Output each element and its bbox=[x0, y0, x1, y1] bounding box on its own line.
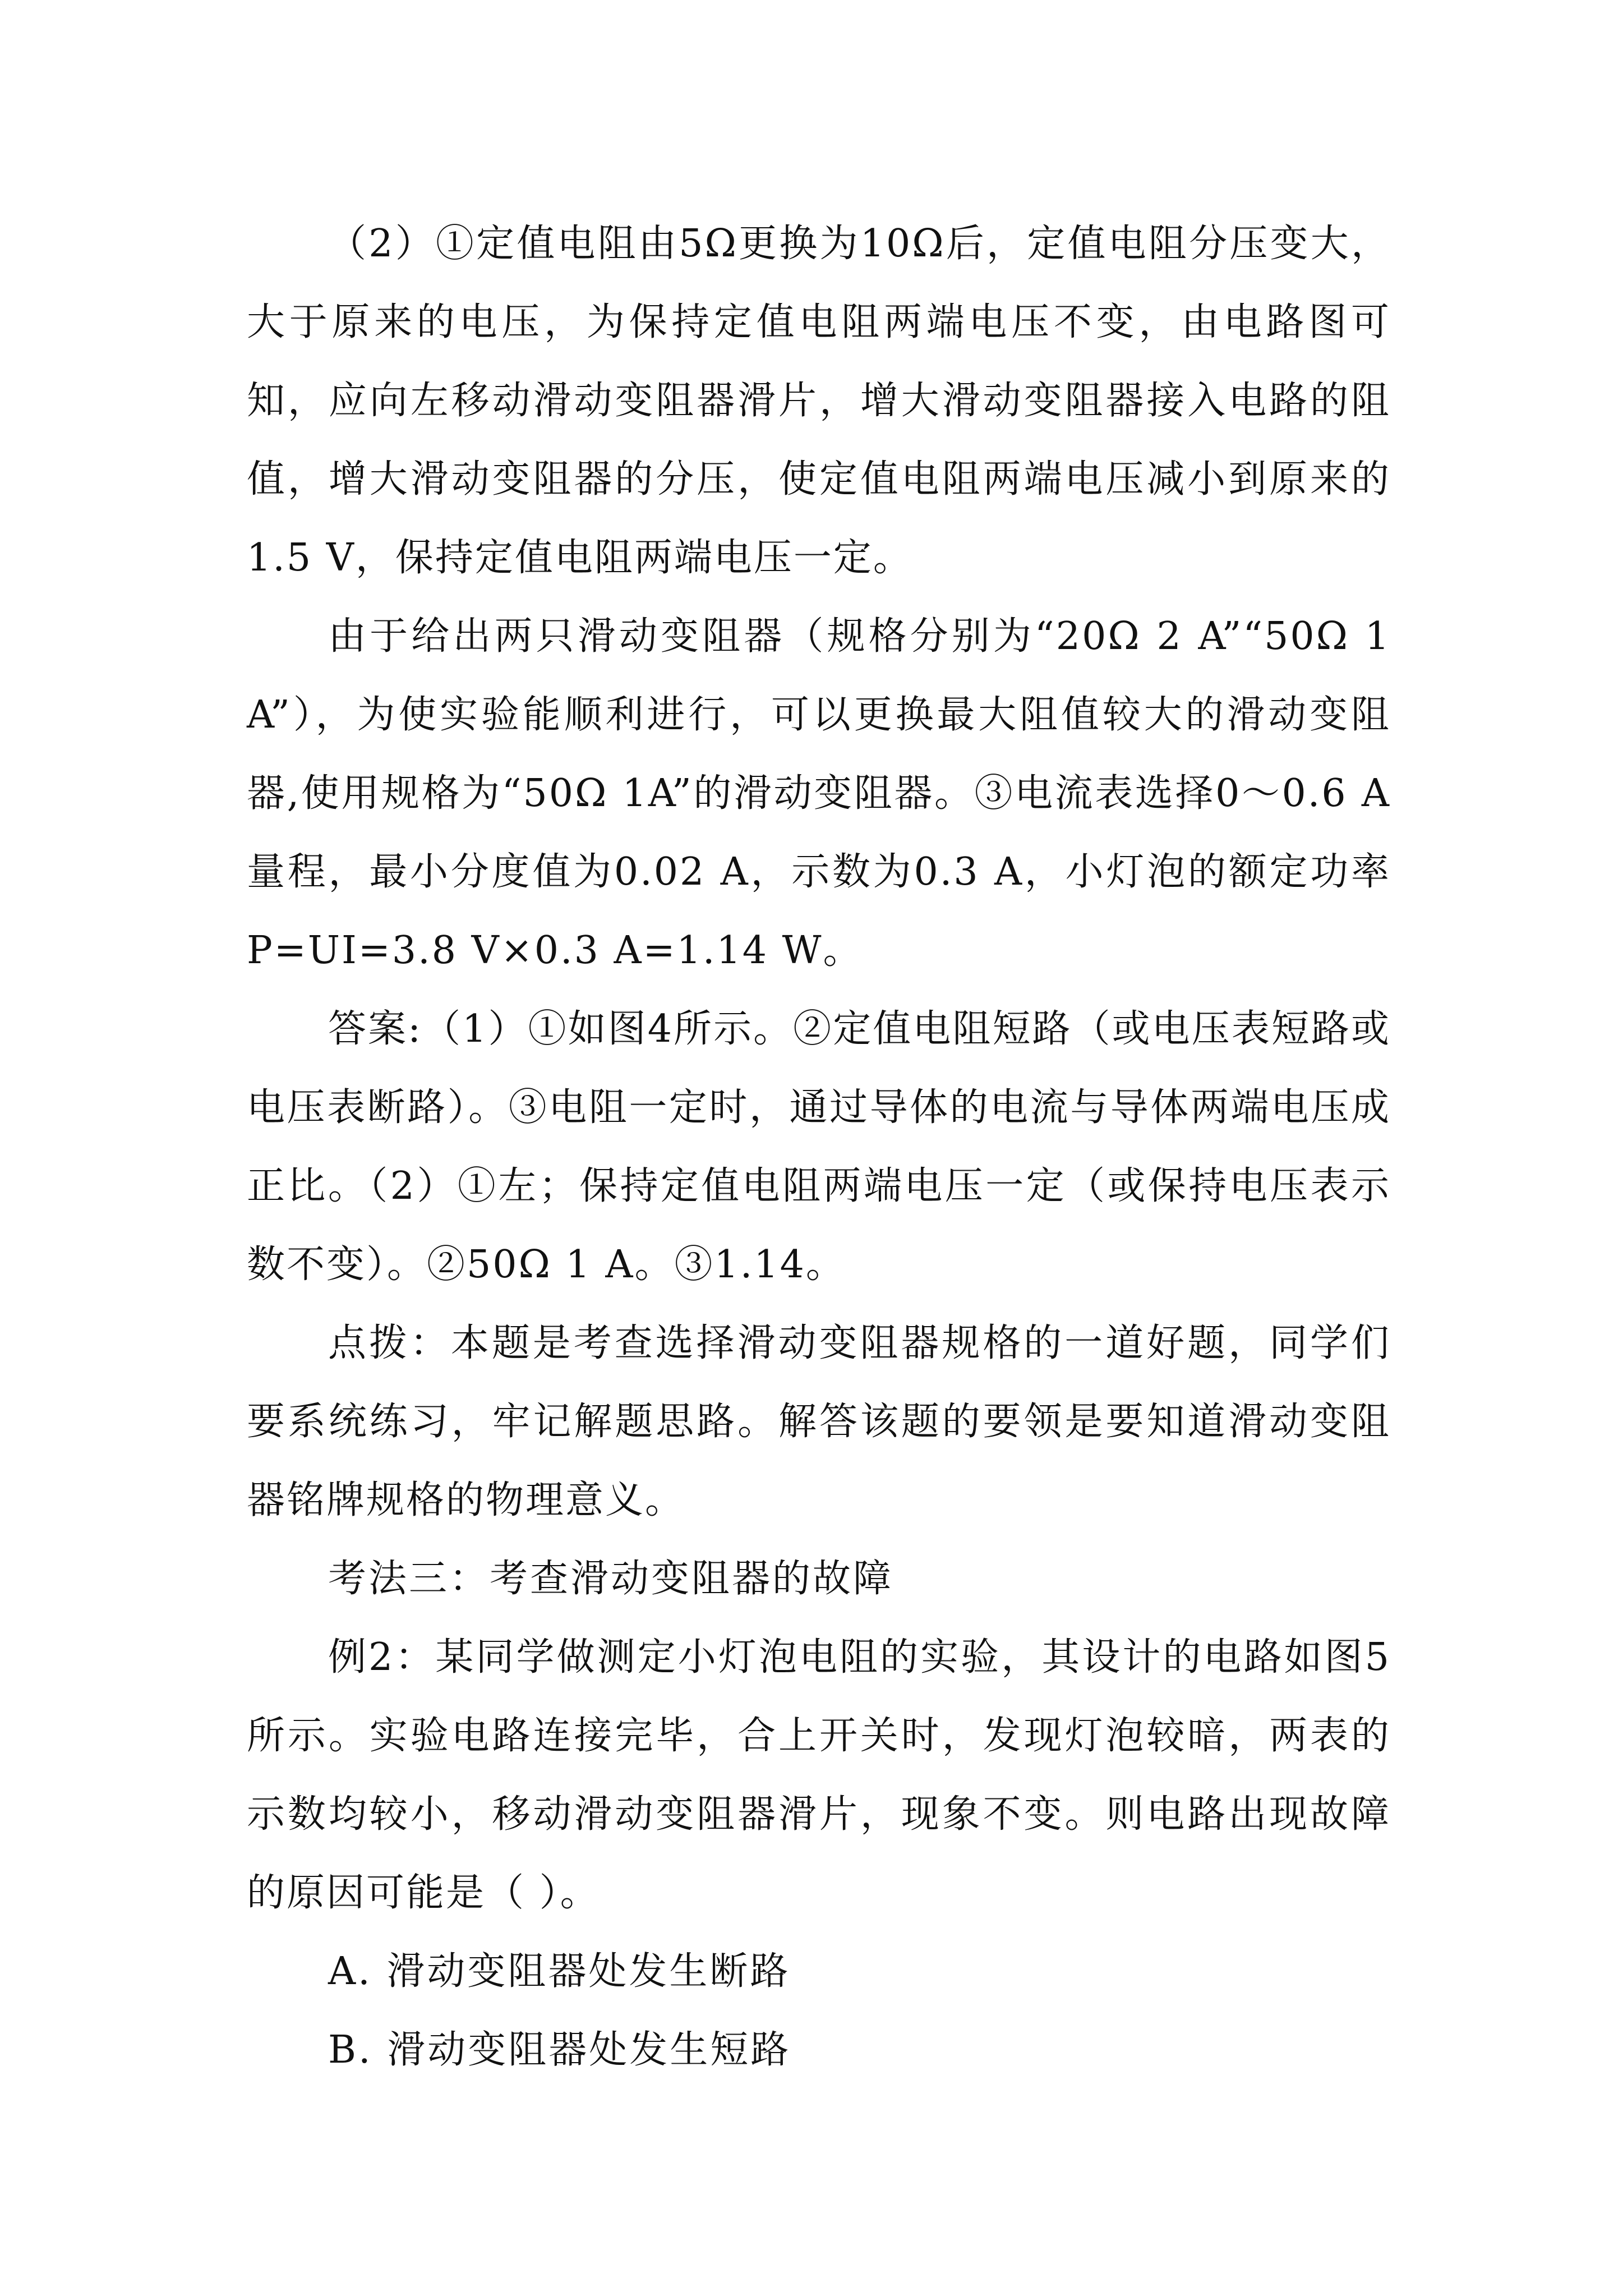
paragraph-answer: 答案:（1）①如图4所示。②定值电阻短路（或电压表短路或电压表断路）。③电阻一定时，通过导体的电流与导体两端电压成正比。（2）①左；保持定值电阻两端电压一定（或保持电压表示数不变）。②50Ω 1 A。③1.14。 bbox=[247, 1007, 1391, 1287]
document-body bbox=[247, 0, 1405, 2090]
paragraph-tip: 点拨：本题是考查选择滑动变阻器规格的一道好题，同学们要系统练习，牢记解题思路。解答该题的要领是要知道滑动变阻器铭牌规格的物理意义。 bbox=[247, 1321, 1391, 1522]
paragraph-rheostat-choice: 由于给出两只滑动变阻器（规格分别为“20Ω 2 A”“50Ω 1 A”），为使实验能顺利进行，可以更换最大阻值较大的滑动变阻器,使用规格为“50Ω 1A”的滑动变阻器。③电流表选择0～0.6 A量程，最小分度值为0.02 A，示数为0.3 A，小灯泡的额定功率P=UI=3.8 V×0.3 A=1.14 W。 bbox=[247, 614, 1405, 973]
section-heading-method-three: 考法三：考查滑动变阻器的故障 bbox=[328, 1557, 894, 1601]
paragraph-solution-part2: （2）①定值电阻由5Ω更换为10Ω后，定值电阻分压变大，大于原来的电压，为保持定值电阻两端电压不变，由电路图可知，应向左移动滑动变阻器滑片，增大滑动变阻器接入电路的阻值，增大滑动变阻器的分压，使定值电阻两端电压减小到原来的1.5 V，保持定值电阻两端电压一定。 bbox=[247, 222, 1391, 580]
option-a: A. 滑动变阻器处发生断路 bbox=[328, 1949, 791, 1994]
paragraph-example-2: 例2：某同学做测定小灯泡电阻的实验，其设计的电路如图5所示。实验电路连接完毕，合上开关时，发现灯泡较暗，两表的示数均较小，移动滑动变阻器滑片，现象不变。则电路出现故障的原因可能是（ ）。 bbox=[247, 1635, 1391, 1915]
option-b: B. 滑动变阻器处发生短路 bbox=[328, 2028, 791, 2072]
